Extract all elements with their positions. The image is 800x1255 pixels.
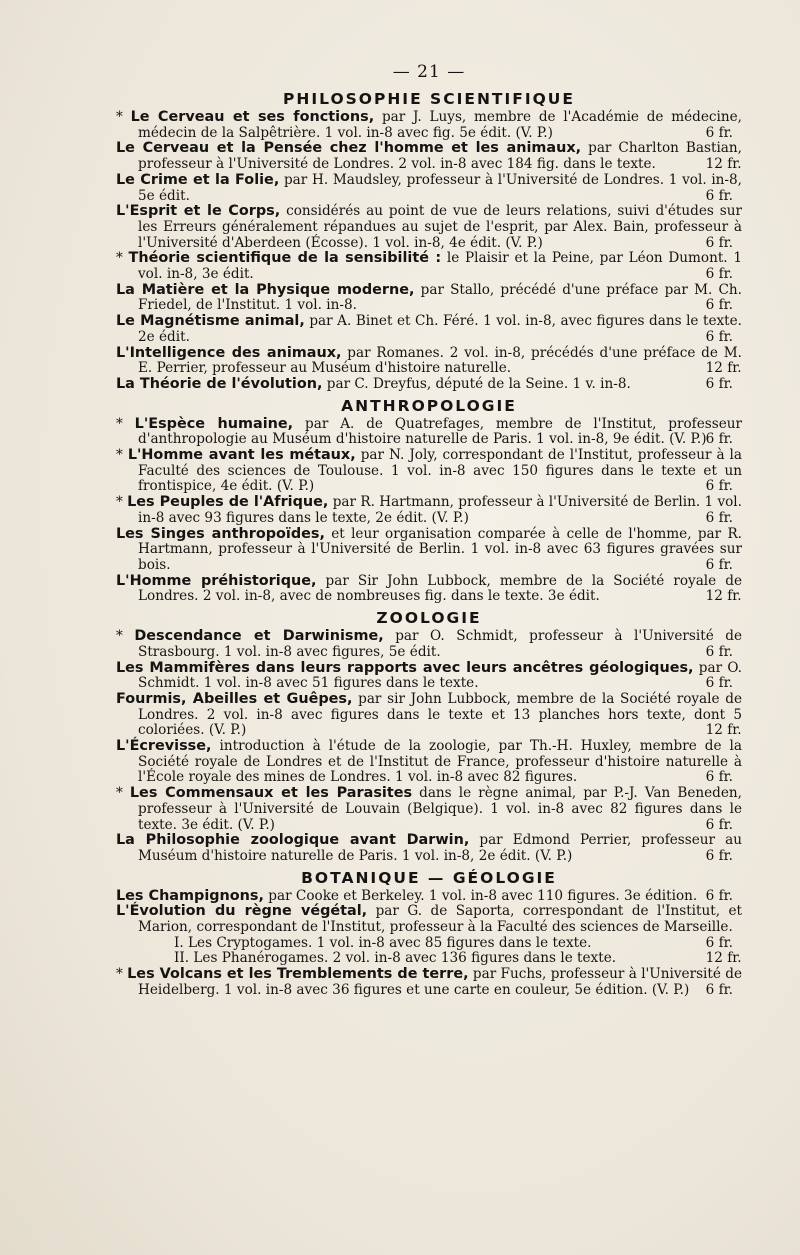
catalog-entry bbox=[116, 495, 742, 526]
entry-title: La Théorie de l'évolution, bbox=[116, 375, 323, 392]
entry-title: La Philosophie zoologique avant Darwin, bbox=[116, 832, 470, 849]
entry-price: 6 fr. bbox=[705, 234, 733, 251]
entry-asterisk: * bbox=[116, 785, 130, 802]
entry-description: par O. Schmidt. 1 vol. in-8 avec 51 figures dans le texte. bbox=[138, 659, 742, 692]
entry-title: Le Cerveau et ses fonctions, bbox=[130, 109, 375, 125]
entry-description: le Plaisir et la Peine, par Léon Dumont. 1 vol. in-8, 3e édit. bbox=[138, 250, 742, 283]
catalog-entry bbox=[116, 173, 742, 204]
entry-price: 6 fr. bbox=[705, 981, 733, 998]
catalog-entry bbox=[116, 574, 742, 605]
catalog-entry bbox=[116, 629, 742, 660]
entry-price: 6 fr. bbox=[705, 478, 733, 495]
catalog-entry bbox=[116, 967, 742, 998]
catalog-entry bbox=[116, 904, 742, 935]
entry-description: par N. Joly, correspondant de l'Institut, professeur à la Faculté des sciences de Toulouse. 1 vol. in-8 avec 150 figures dans le texte et un frontispice, 4e édit. (V. P.) bbox=[138, 447, 743, 495]
catalog-entry bbox=[116, 251, 742, 282]
entry-asterisk: * bbox=[116, 447, 128, 464]
catalog-entry bbox=[116, 692, 742, 739]
entry-description: par A. Binet et Ch. Féré. 1 vol. in-8, avec figures dans le texte. 2e édit. bbox=[138, 313, 742, 345]
sub-entry-description: I. Les Cryptogames. 1 vol. in-8 avec 85 figures dans le texte. bbox=[174, 934, 592, 951]
entry-asterisk: * bbox=[116, 494, 128, 511]
entry-title: La Matière et la Physique moderne, bbox=[116, 281, 415, 298]
entry-price: 6 fr. bbox=[705, 187, 733, 204]
catalog-entry bbox=[116, 833, 742, 864]
entry-title: Les Peuples de l'Afrique, bbox=[127, 494, 329, 511]
entry-description: dans le règne animal, par P.-J. Van Beneden, professeur à l'Université de Louvain (Belgique). 1 vol. in-8 avec 82 figures dans le texte. 3e édit. (V. P.) bbox=[138, 785, 742, 833]
entry-price: 6 fr. bbox=[705, 675, 733, 692]
entry-price: 6 fr. bbox=[705, 509, 733, 526]
entry-title: L'Homme avant les métaux, bbox=[127, 447, 356, 464]
catalog-entry bbox=[116, 661, 742, 692]
entry-description: par O. Schmidt, professeur à l'Université de Strasbourg. 1 vol. in-8 avec figures, 5e édit. bbox=[138, 628, 743, 660]
entry-description: et leur organisation comparée à celle de l'homme, par R. Hartmann, professeur à l'Université de Berlin. 1 vol. in-8 avec 63 figures gravées sur bois. bbox=[138, 525, 742, 573]
entry-description: par J. Luys, membre de l'Académie de médecine, médecin de la Salpêtrière. 1 vol. in-8 avec fig. 5e édit. (V. P.) bbox=[138, 109, 742, 141]
section-heading: BOTANIQUE — GÉOLOGIE bbox=[301, 868, 557, 887]
entry-title: Le Magnétisme animal, bbox=[116, 313, 305, 330]
entry-description: par Edmond Perrier, professeur au Muséum d'histoire naturelle de Paris. 1 vol. in-8, 2e édit. (V. P.) bbox=[138, 832, 742, 864]
catalog-entry bbox=[116, 346, 742, 377]
catalog-sub-entry bbox=[116, 936, 742, 952]
entry-price: 6 fr. bbox=[705, 375, 733, 392]
entry-asterisk: * bbox=[116, 415, 135, 432]
entry-title: Les Mammifères dans leurs rapports avec leurs ancêtres géologiques, bbox=[116, 659, 694, 676]
catalog-entry bbox=[116, 786, 742, 833]
catalog-entry bbox=[116, 377, 742, 393]
sub-entry-price: 6 fr. bbox=[705, 934, 733, 951]
entry-title: L'Évolution du règne végétal, bbox=[116, 903, 368, 920]
entry-title: L'Espèce humaine, bbox=[134, 415, 294, 432]
entry-price: 6 fr. bbox=[705, 556, 733, 573]
entry-description: par sir John Lubbock, membre de la Société royale de Londres. 2 vol. in-8 avec figures dans le texte et 13 planches hors texte, dont 5 coloriées. (V. P.) bbox=[138, 690, 742, 739]
catalog-entry bbox=[116, 110, 742, 141]
entry-description: par G. de Saporta, correspondant de l'Institut, et Marion, correspondant de l'Institut, professeur à la Faculté des sciences de Marseille. bbox=[138, 903, 742, 936]
entry-description: par R. Hartmann, professeur à l'Université de Berlin. 1 vol. in-8 avec 93 figures dans le texte, 2e édit. (V. P.) bbox=[138, 494, 742, 526]
entry-price: 6 fr. bbox=[705, 643, 733, 660]
sub-entry-description: II. Les Phanérogames. 2 vol. in-8 avec 136 figures dans le texte. bbox=[174, 950, 617, 967]
entry-description: par Romanes. 2 vol. in-8, précédés d'une préface de M. E. Perrier, professeur au Muséum d'histoire naturelle. bbox=[138, 344, 742, 377]
entry-description: par A. de Quatrefages, membre de l'Institut, professeur d'anthropologie au Muséum d'histoire naturelle de Paris. 1 vol. in-8, 9e édit. (V. P.) bbox=[138, 415, 742, 448]
catalog-entry bbox=[116, 204, 742, 251]
section-heading: ANTHROPOLOGIE bbox=[341, 396, 517, 415]
page-number: — 21 — bbox=[392, 62, 466, 82]
section-heading: ZOOLOGIE bbox=[376, 609, 482, 628]
entry-title: Les Commensaux et les Parasites bbox=[129, 785, 413, 802]
entry-price: 6 fr. bbox=[705, 328, 733, 345]
entry-price: 6 fr. bbox=[705, 847, 733, 864]
entry-price: 12 fr. bbox=[705, 588, 742, 605]
entry-title: L'Esprit et le Corps, bbox=[116, 203, 281, 220]
entry-price: 6 fr. bbox=[705, 816, 733, 833]
entry-title: Fourmis, Abeilles et Guêpes, bbox=[116, 690, 353, 707]
entry-title: L'Écrevisse, bbox=[116, 738, 212, 755]
entry-description: par Fuchs, professeur à l'Université de Heidelberg. 1 vol. in-8 avec 36 figures et une carte en couleur, 5e édition. (V. P.) bbox=[138, 966, 742, 998]
catalog-content bbox=[116, 90, 742, 999]
entry-price: 12 fr. bbox=[705, 360, 742, 377]
entry-title: Théorie scientifique de la sensibilité : bbox=[128, 250, 442, 267]
catalog-entry bbox=[116, 527, 742, 574]
entry-asterisk: * bbox=[116, 628, 135, 645]
catalog-entry bbox=[116, 889, 742, 905]
entry-price: 6 fr. bbox=[705, 124, 733, 141]
entry-description: par Charlton Bastian, professeur à l'Université de Londres. 2 vol. in-8 avec 184 fig. dans le texte. bbox=[138, 140, 742, 173]
entry-title: Descendance et Darwinisme, bbox=[134, 628, 384, 645]
entry-description: par C. Dreyfus, député de la Seine. 1 v. in-8. bbox=[326, 375, 631, 392]
catalog-entry bbox=[116, 448, 742, 495]
section-heading: PHILOSOPHIE SCIENTIFIQUE bbox=[283, 90, 575, 108]
entry-title: Les Singes anthropoïdes, bbox=[116, 525, 325, 542]
catalog-entry bbox=[116, 283, 742, 314]
entry-price: 6 fr. bbox=[705, 431, 733, 448]
entry-price: 6 fr. bbox=[705, 266, 733, 283]
entry-title: Le Crime et la Folie, bbox=[116, 171, 280, 188]
entry-price: 6 fr. bbox=[705, 297, 733, 314]
entry-asterisk: * bbox=[116, 966, 128, 983]
entry-description: introduction à l'étude de la zoologie, par Th.-H. Huxley, membre de la Société royale de Londres et de l'Institut de France, professeur d'histoire naturelle à l'École royale des mines de Londres. 1 vol. in-8 avec 82 figures. bbox=[138, 738, 742, 786]
entry-title: Le Cerveau et la Pensée chez l'homme et les animaux, bbox=[116, 140, 582, 157]
entry-price: 6 fr. bbox=[705, 769, 733, 786]
entry-price: 6 fr. bbox=[705, 887, 733, 904]
entry-asterisk: * bbox=[116, 250, 129, 267]
entry-asterisk: * bbox=[116, 109, 131, 125]
entry-title: Les Champignons, bbox=[116, 887, 264, 904]
entry-title: Les Volcans et les Tremblements de terre, bbox=[127, 966, 469, 983]
catalog-entry bbox=[116, 314, 742, 345]
entry-price: 12 fr. bbox=[705, 156, 742, 173]
entry-description: par Sir John Lubbock, membre de la Société royale de Londres. 2 vol. in-8, avec de nombreuses fig. dans le texte. 3e édit. bbox=[138, 572, 742, 605]
entry-title: L'Intelligence des animaux, bbox=[116, 344, 342, 361]
catalog-entry bbox=[116, 141, 742, 172]
entry-description: par H. Maudsley, professeur à l'Université de Londres. 1 vol. in-8, 5e édit. bbox=[138, 171, 742, 204]
entry-description: par Cooke et Berkeley. 1 vol. in-8 avec 110 figures. 3e édition. bbox=[268, 887, 698, 904]
catalog-entry bbox=[116, 417, 742, 448]
entry-description: par Stallo, précédé d'une préface par M. Ch. Friedel, de l'Institut. 1 vol. in-8. bbox=[138, 281, 742, 314]
catalog-entry bbox=[116, 739, 742, 786]
entry-title: L'Homme préhistorique, bbox=[116, 572, 317, 589]
sub-entry-price: 12 fr. bbox=[705, 950, 742, 967]
entry-description: considérés au point de vue de leurs relations, suivi d'études sur les Erreurs généralement répandues au sujet de l'esprit, par Alex. Bain, professeur à l'Université d'Aberdeen (Écosse). 1 vol. in-8, 4e édit. (V. P.) bbox=[138, 203, 742, 251]
entry-price: 12 fr. bbox=[705, 722, 742, 739]
catalog-sub-entry bbox=[116, 951, 742, 967]
